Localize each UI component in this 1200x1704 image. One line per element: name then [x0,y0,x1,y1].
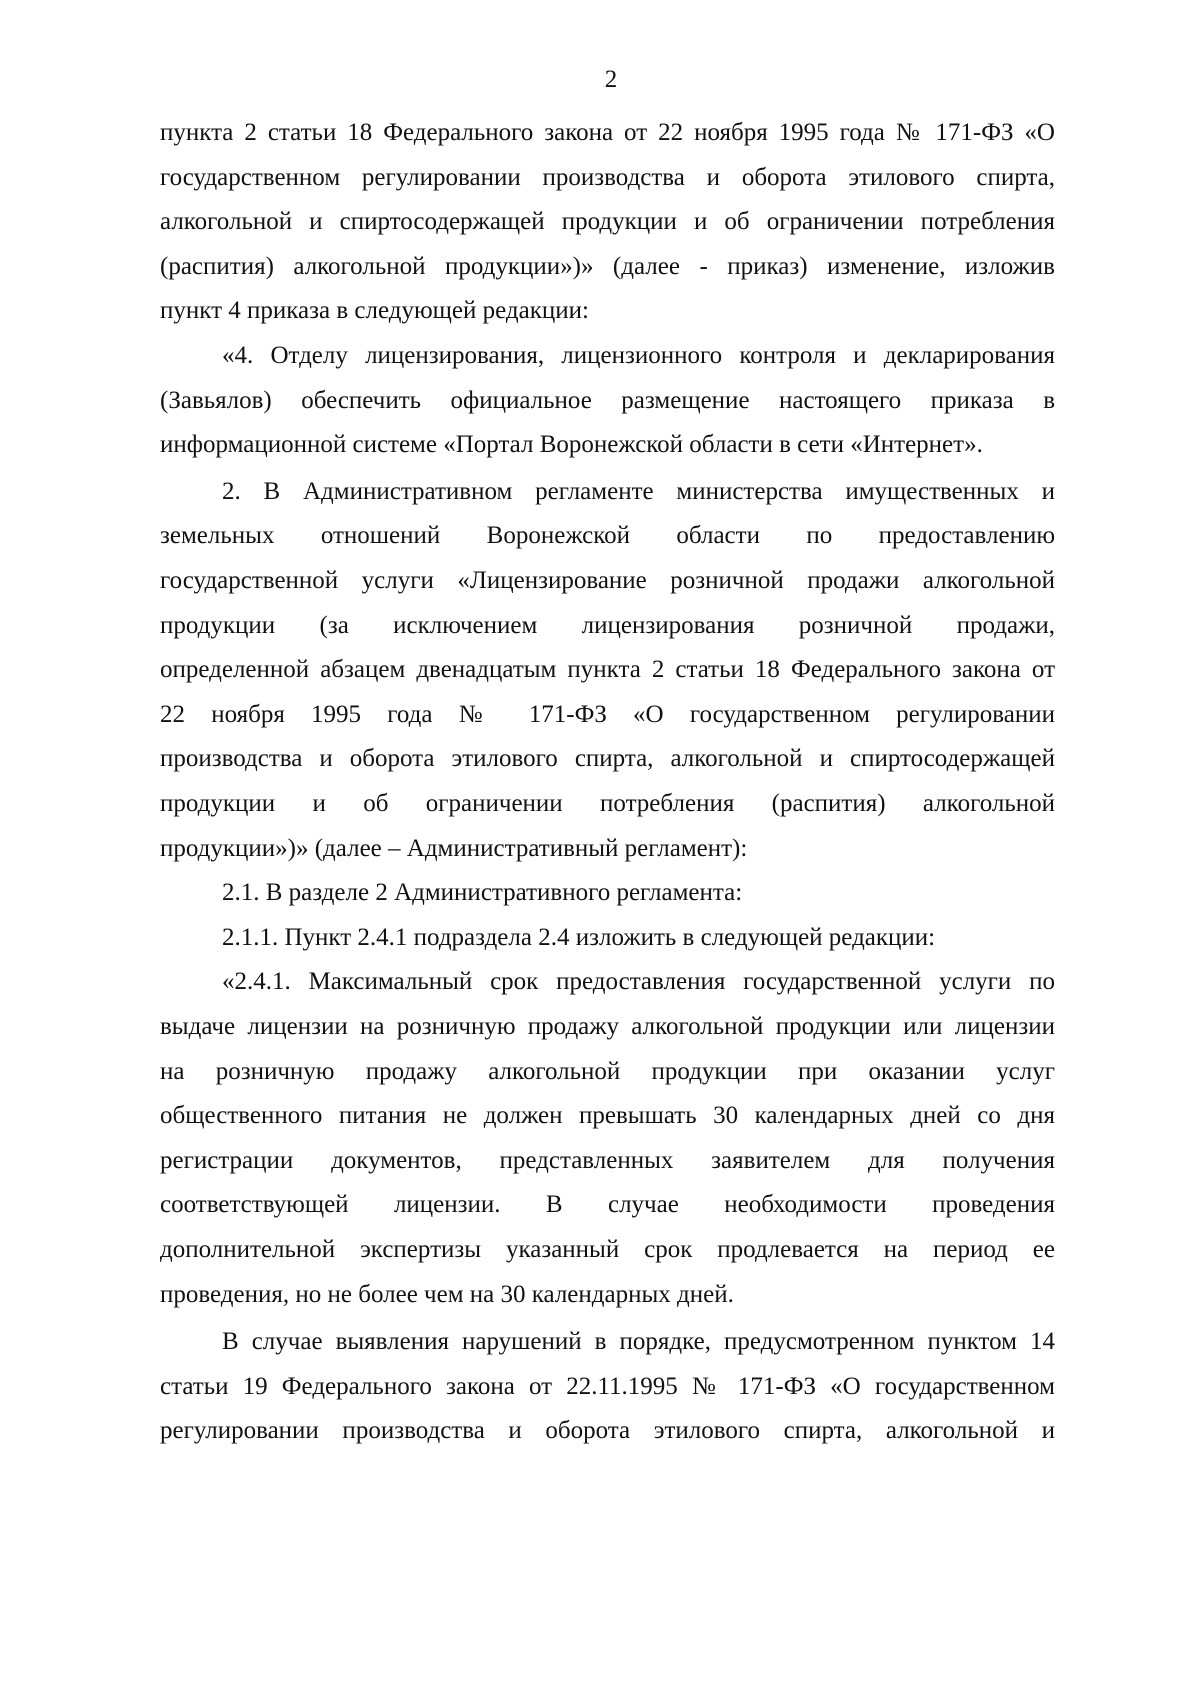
text-line: «2.4.1. Максимальный срок предоставления государственной услуги по [222,968,1055,996]
text-line: 2.1. В разделе 2 Административного регламента: [222,879,743,907]
text-line: государственной услуги «Лицензирование розничной продажи алкогольной [160,567,1055,594]
text-line: земельных отношений Воронежской области по предоставлению [160,522,1055,550]
text-line: соответствующей лицензии. В случае необходимости проведения [160,1191,1055,1219]
text-line: производства и оборота этилового спирта, алкогольной и спиртосодержащей [160,745,1055,773]
text-line: пункт 4 приказа в следующей редакции: [160,297,589,325]
text-line: 2.1.1. Пункт 2.4.1 подраздела 2.4 изложить в следующей редакции: [222,923,936,951]
text-line: 2. В Административном регламенте министерства имущественных и [222,477,1055,505]
text-line: пункта 2 статьи 18 Федерального закона от 22 ноября 1995 года № 171-ФЗ «О [160,119,1055,146]
text-line: дополнительной экспертизы указанный срок продлевается на период ее [160,1236,1055,1263]
text-line: статьи 19 Федерального закона от 22.11.1995 № 171-ФЗ «О государственном [160,1372,1055,1400]
text-line: информационной системе «Портал Воронежской области в сети «Интернет». [160,431,983,459]
text-line: (распития) алкогольной продукции»)» (далее - приказ) изменение, изложив [160,252,1055,280]
text-line: (Завьялов) обеспечить официальное размещение настоящего приказа в [160,386,1055,414]
text-line: общественного питания не должен превышать 30 календарных дней со дня [160,1102,1055,1130]
text-line: продукции (за исключением лицензирования розничной продажи, [160,611,1055,639]
text-line: государственном регулировании производства и оборота этилового спирта, [160,163,1055,191]
text-line: определенной абзацем двенадцатым пункта 2 статьи 18 Федерального закона от [160,656,1055,684]
text-line: «4. Отделу лицензирования, лицензионного контроля и декларирования [222,342,1055,369]
text-line: 22 ноября 1995 года № 171-ФЗ «О государственном регулировании [160,700,1055,728]
text-line: на розничную продажу алкогольной продукции при оказании услуг [160,1057,1055,1085]
text-line: В случае выявления нарушений в порядке, предусмотренном пунктом 14 [222,1328,1055,1356]
text-line: проведения, но не более чем на 30 календарных дней. [160,1280,734,1308]
page-number: 2 [604,66,618,93]
text-line: регулировании производства и оборота этилового спирта, алкогольной и [160,1417,1055,1445]
text-line: выдаче лицензии на розничную продажу алкогольной продукции или лицензии [160,1013,1055,1040]
text-line: продукции»)» (далее – Административный регламент): [160,834,748,862]
text-line: продукции и об ограничении потребления (распития) алкогольной [160,790,1055,817]
text-line: регистрации документов, представленных заявителем для получения [160,1146,1055,1174]
text-line: алкогольной и спиртосодержащей продукции и об ограничении потребления [160,208,1055,236]
